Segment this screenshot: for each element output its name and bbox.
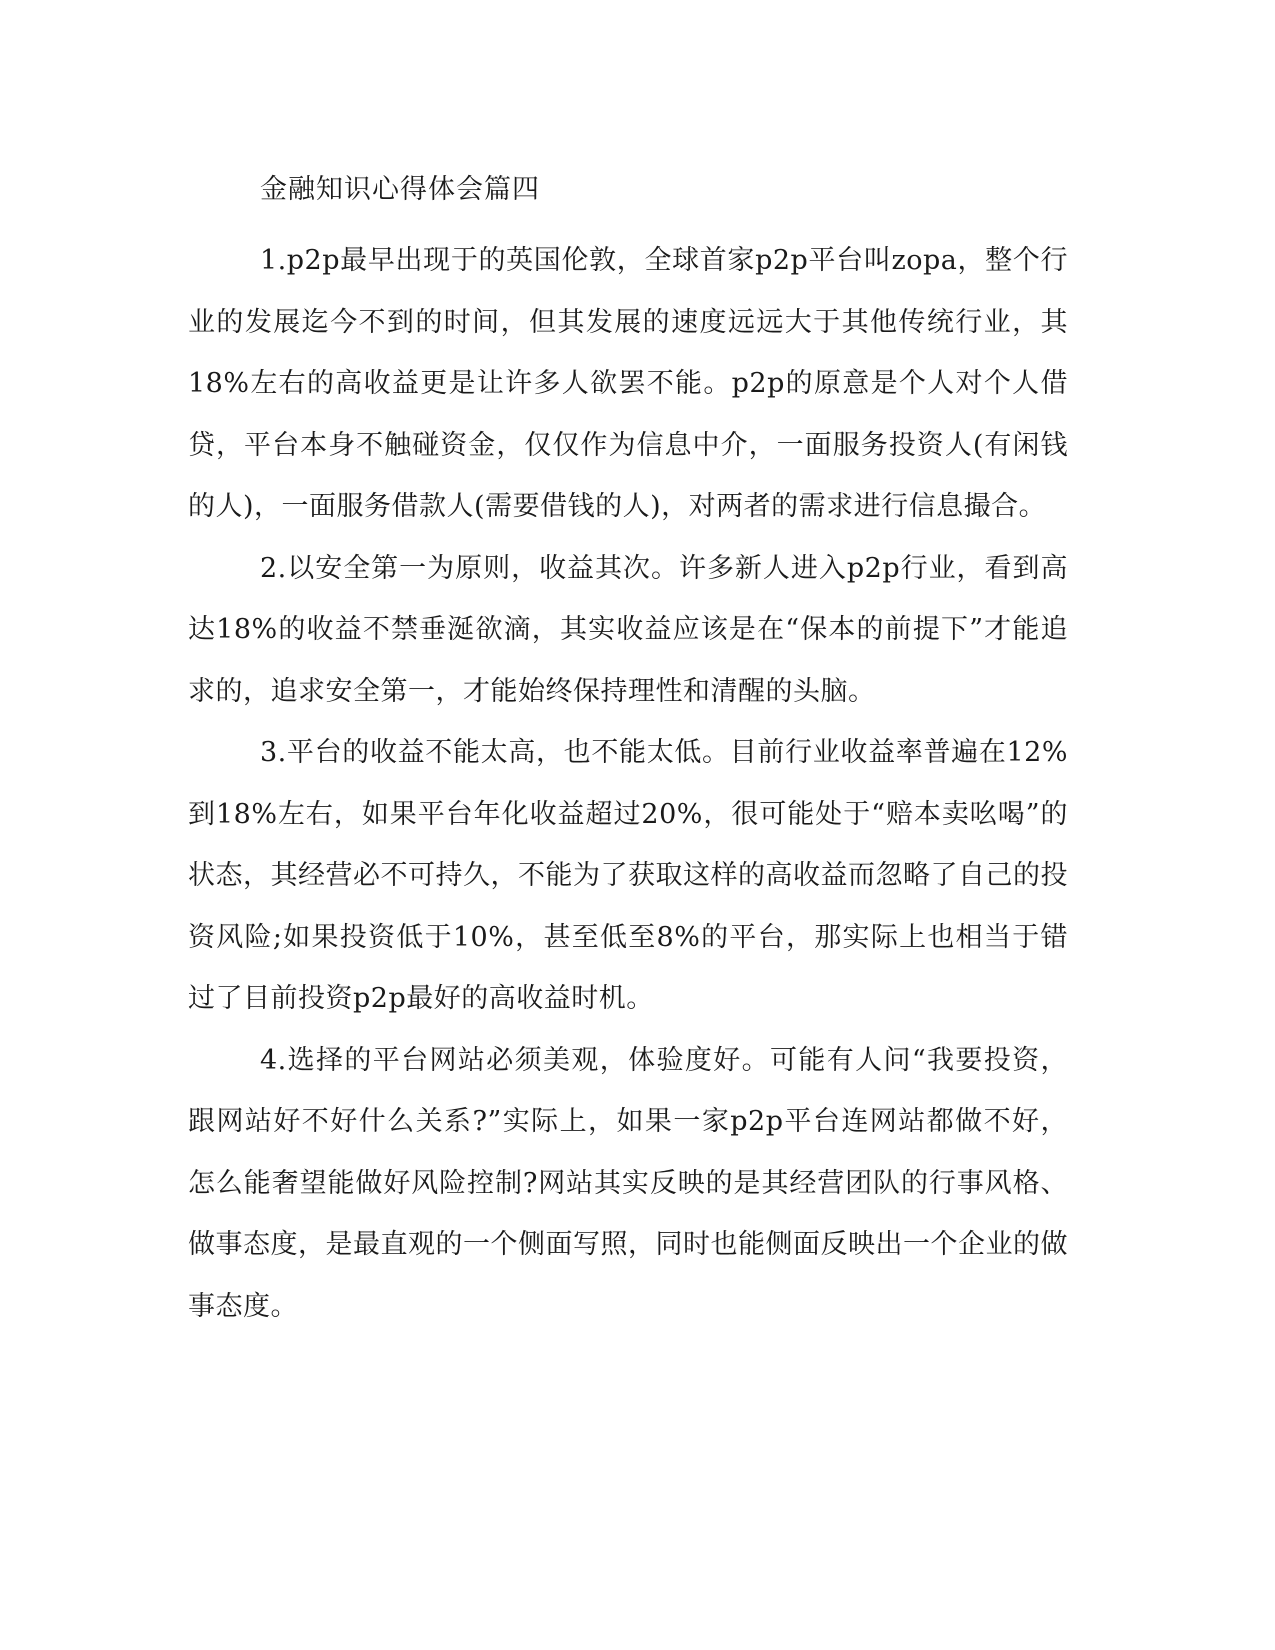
document-title: 金融知识心得体会篇四 (260, 174, 540, 205)
paragraph-4: 4.选择的平台网站必须美观，体验度好。可能有人问“我要投资，跟网站好不好什么关系?”实际上，如果一家p2p平台连网站都做不好，怎么能奢望能做好风险控制?网站其实反映的是其经营团队的行事风格、做事态度，是最直观的一个侧面写照，同时也能侧面反映出一个企业的做事态度。 (188, 1044, 1068, 1322)
paragraph-3: 3.平台的收益不能太高，也不能太低。目前行业收益率普遍在12%到18%左右，如果平台年化收益超过20%，很可能处于“赔本卖吆喝”的状态，其经营必不可持久，不能为了获取这样的高收益而忽略了自己的投资风险;如果投资低于10%，甚至低至8%的平台，那实际上也相当于错过了目前投资p2p最好的高收益时机。 (188, 737, 1068, 1014)
paragraph-1: 1.p2p最早出现于的英国伦敦，全球首家p2p平台叫zopa，整个行业的发展迄今不到的时间，但其发展的速度远远大于其他传统行业，其18%左右的高收益更是让许多人欲罢不能。p2p的原意是个人对个人借贷，平台本身不触碰资金，仅仅作为信息中介，一面服务投资人(有闲钱的人)，一面服务借款人(需要借钱的人)，对两者的需求进行信息撮合。 (188, 245, 1068, 522)
document-body (188, 160, 1068, 1337)
paragraph-2: 2.以安全第一为原则，收益其次。许多新人进入p2p行业，看到高达18%的收益不禁垂涎欲滴，其实收益应该是在“保本的前提下”才能追求的，追求安全第一，才能始终保持理性和清醒的头脑。 (188, 552, 1068, 707)
